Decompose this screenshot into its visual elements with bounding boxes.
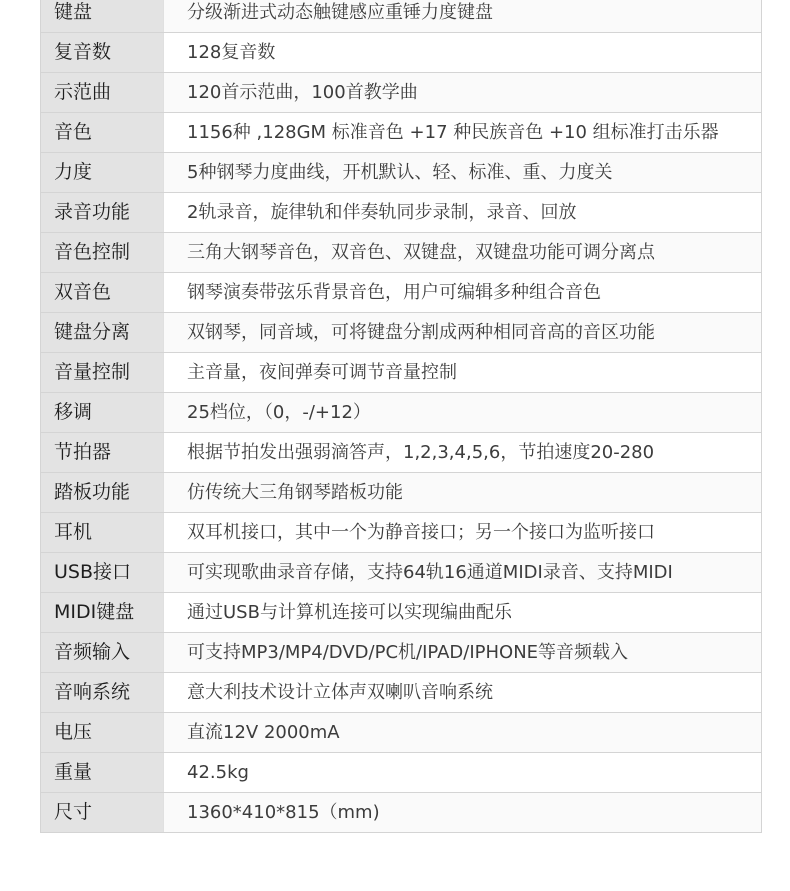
spec-row-split [41,313,761,353]
spec-label: 音频输入 [41,633,164,672]
spec-row-midi [41,593,761,633]
spec-value: 双钢琴，同音域，可将键盘分割成两种相同音高的音区功能 [164,313,761,352]
spec-row-demo-songs [41,73,761,113]
spec-value: 根据节拍发出强弱滴答声，1,2,3,4,5,6，节拍速度20-280 [164,433,761,472]
spec-row-metronome [41,433,761,473]
spec-value: 通过USB与计算机连接可以实现编曲配乐 [164,593,761,632]
spec-label: 重量 [41,753,164,792]
spec-row-volume [41,353,761,393]
spec-label: 音响系统 [41,673,164,712]
spec-label: 力度 [41,153,164,192]
spec-row-audio-input [41,633,761,673]
spec-label: 音量控制 [41,353,164,392]
spec-label: 录音功能 [41,193,164,232]
spec-value: 三角大钢琴音色，双音色、双键盘，双键盘功能可调分离点 [164,233,761,272]
spec-row-transpose [41,393,761,433]
spec-label: MIDI键盘 [41,593,164,632]
spec-label: 示范曲 [41,73,164,112]
spec-row-voices [41,113,761,153]
spec-label: 节拍器 [41,433,164,472]
spec-value: 5种钢琴力度曲线，开机默认、轻、标准、重、力度关 [164,153,761,192]
spec-table [40,0,762,833]
spec-row-touch [41,153,761,193]
spec-value: 分级渐进式动态触键感应重锤力度键盘 [164,0,761,32]
spec-label: 键盘分离 [41,313,164,352]
spec-label: 电压 [41,713,164,752]
spec-label: 音色控制 [41,233,164,272]
spec-row-speakers [41,673,761,713]
spec-value: 可支持MP3/MP4/DVD/PC机/IPAD/IPHONE等音频载入 [164,633,761,672]
spec-row-voltage [41,713,761,753]
spec-value: 可实现歌曲录音存储，支持64轨16通道MIDI录音、支持MIDI [164,553,761,592]
spec-label: 尺寸 [41,793,164,832]
spec-label: 键盘 [41,0,164,32]
spec-label: USB接口 [41,553,164,592]
spec-row-voice-control [41,233,761,273]
spec-value: 主音量，夜间弹奏可调节音量控制 [164,353,761,392]
spec-label: 移调 [41,393,164,432]
spec-value: 2轨录音，旋律轨和伴奏轨同步录制，录音、回放 [164,193,761,232]
spec-row-dimensions [41,793,761,833]
spec-row-pedal [41,473,761,513]
spec-label: 复音数 [41,33,164,72]
spec-row-dual-voice [41,273,761,313]
spec-row-weight [41,753,761,793]
spec-row-headphones [41,513,761,553]
spec-value: 128复音数 [164,33,761,72]
spec-label: 耳机 [41,513,164,552]
spec-value: 120首示范曲，100首教学曲 [164,73,761,112]
spec-row-recording [41,193,761,233]
spec-row-usb [41,553,761,593]
spec-value: 直流12V 2000mA [164,713,761,752]
spec-value: 仿传统大三角钢琴踏板功能 [164,473,761,512]
spec-value: 双耳机接口，其中一个为静音接口；另一个接口为监听接口 [164,513,761,552]
spec-value: 25档位，（0，-/+12） [164,393,761,432]
spec-row-keyboard [41,0,761,33]
spec-label: 踏板功能 [41,473,164,512]
spec-value: 1156种 ,128GM 标准音色 +17 种民族音色 +10 组标准打击乐器 [164,113,761,152]
spec-row-polyphony [41,33,761,73]
spec-value: 钢琴演奏带弦乐背景音色，用户可编辑多种组合音色 [164,273,761,312]
spec-label: 双音色 [41,273,164,312]
spec-value: 42.5kg [164,753,761,792]
spec-label: 音色 [41,113,164,152]
spec-value: 意大利技术设计立体声双喇叭音响系统 [164,673,761,712]
spec-value: 1360*410*815（mm) [164,793,761,832]
